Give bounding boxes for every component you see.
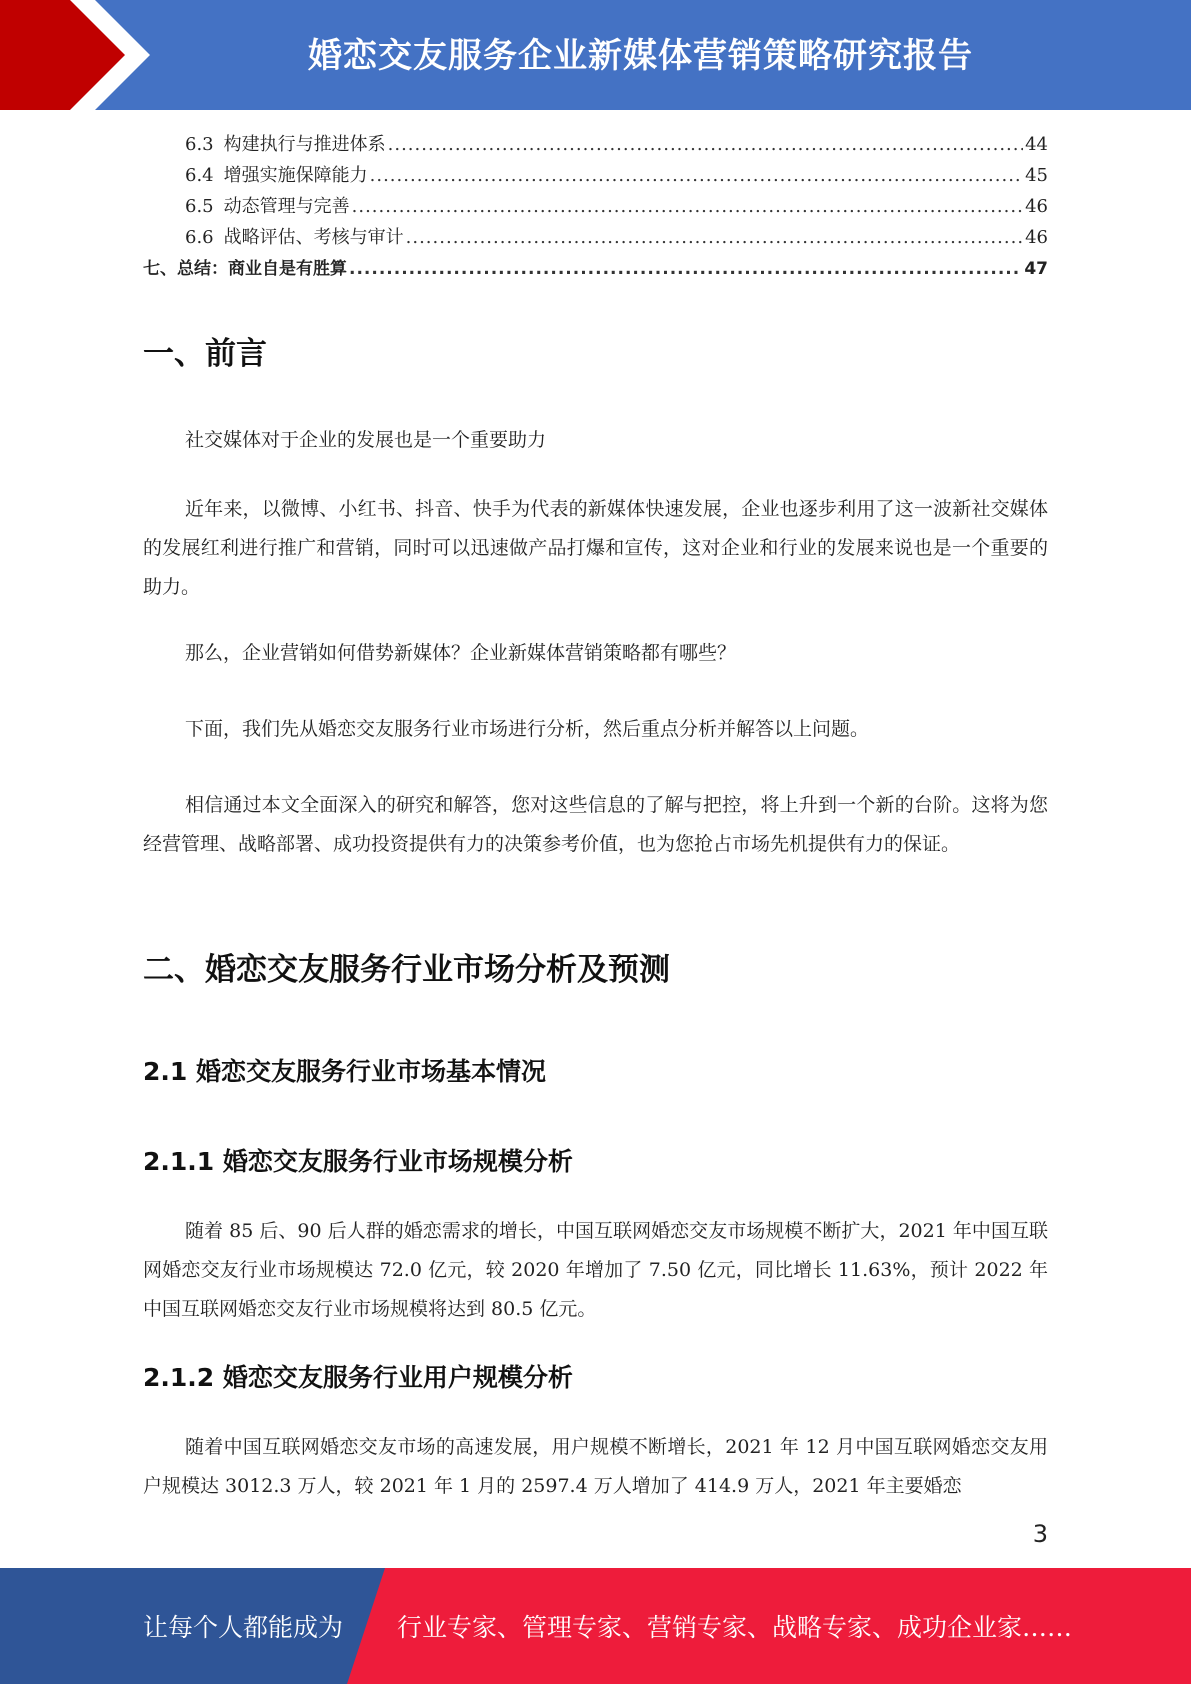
- toc-label: 战略评估、考核与审计: [223, 227, 404, 248]
- report-title: 婚恋交友服务企业新媒体营销策略研究报告: [308, 36, 973, 76]
- toc-number: 6.6: [185, 227, 214, 248]
- footer-slogan-left: 让每个人都能成为: [143, 1613, 344, 1642]
- toc-leader: [370, 165, 1023, 186]
- table-of-contents: [143, 130, 1048, 285]
- page-header: [0, 0, 1191, 110]
- paragraph: 随着中国互联网婚恋交友市场的高速发展，用户规模不断增长，2021 年 12 月中国互联网婚恋交友用户规模达 3012.3 万人，较 2021 年 1 月的 2597.4 万人增加了 414.9 万人，2021 年主要婚恋: [143, 1436, 1048, 1497]
- toc-entry[interactable]: [143, 223, 1048, 254]
- toc-label: 七、总结：商业自是有胜算: [143, 259, 347, 279]
- subsection-heading: 2.1 婚恋交友服务行业市场基本情况: [143, 1057, 546, 1086]
- toc-leader: [406, 227, 1023, 248]
- paragraph: 随着 85 后、90 后人群的婚恋需求的增长，中国互联网婚恋交友市场规模不断扩大，2021 年中国互联网婚恋交友行业市场规模达 72.0 亿元，较 2020 年增加了 7.50 亿元，同比增长 11.63%，预计 2022 年中国互联网婚恋交友行业市场规模将达到 80.5 亿元。: [143, 1220, 1048, 1320]
- toc-leader: [349, 259, 1022, 279]
- toc-number: 6.4: [185, 165, 214, 186]
- subsection-heading: 2.1.2 婚恋交友服务行业用户规模分析: [143, 1363, 573, 1392]
- paragraph: 社交媒体对于企业的发展也是一个重要助力: [185, 429, 547, 451]
- toc-page: 46: [1025, 196, 1048, 217]
- toc-leader: [388, 134, 1023, 155]
- paragraph: 相信通过本文全面深入的研究和解答，您对这些信息的了解与把控，将上升到一个新的台阶。这将为您经营管理、战略部署、成功投资提供有力的决策参考价值，也为您抢占市场先机提供有力的保证。: [143, 794, 1048, 855]
- toc-page: 47: [1024, 259, 1048, 279]
- toc-number: 6.3: [185, 134, 214, 155]
- toc-page: 44: [1025, 134, 1048, 155]
- section-heading: 一、前言: [143, 336, 267, 372]
- toc-entry[interactable]: [143, 161, 1048, 192]
- toc-entry[interactable]: [143, 192, 1048, 223]
- page-number: 3: [1032, 1520, 1048, 1548]
- page-footer: [0, 1568, 1191, 1684]
- paragraph: 近年来，以微博、小红书、抖音、快手为代表的新媒体快速发展，企业也逐步利用了这一波新社交媒体的发展红利进行推广和营销，同时可以迅速做产品打爆和宣传，这对企业和行业的发展来说也是一个重要的助力。: [143, 498, 1048, 598]
- paragraph: 下面，我们先从婚恋交友服务行业市场进行分析，然后重点分析并解答以上问题。: [185, 718, 870, 740]
- subsection-heading: 2.1.1 婚恋交友服务行业市场规模分析: [143, 1147, 573, 1176]
- toc-page: 46: [1025, 227, 1048, 248]
- toc-entry[interactable]: [143, 254, 1048, 285]
- toc-page: 45: [1025, 165, 1048, 186]
- toc-label: 动态管理与完善: [223, 196, 350, 217]
- chevron-arrow-icon: [0, 0, 160, 110]
- footer-slogan-right: 行业专家、管理专家、营销专家、战略专家、成功企业家……: [397, 1613, 1073, 1642]
- toc-label: 构建执行与推进体系: [223, 134, 386, 155]
- toc-number: 6.5: [185, 196, 214, 217]
- section-heading: 二、婚恋交友服务行业市场分析及预测: [143, 952, 670, 988]
- toc-label: 增强实施保障能力: [223, 165, 368, 186]
- toc-entry[interactable]: [143, 130, 1048, 161]
- toc-leader: [352, 196, 1023, 217]
- paragraph: 那么，企业营销如何借势新媒体？企业新媒体营销策略都有哪些？: [185, 642, 737, 664]
